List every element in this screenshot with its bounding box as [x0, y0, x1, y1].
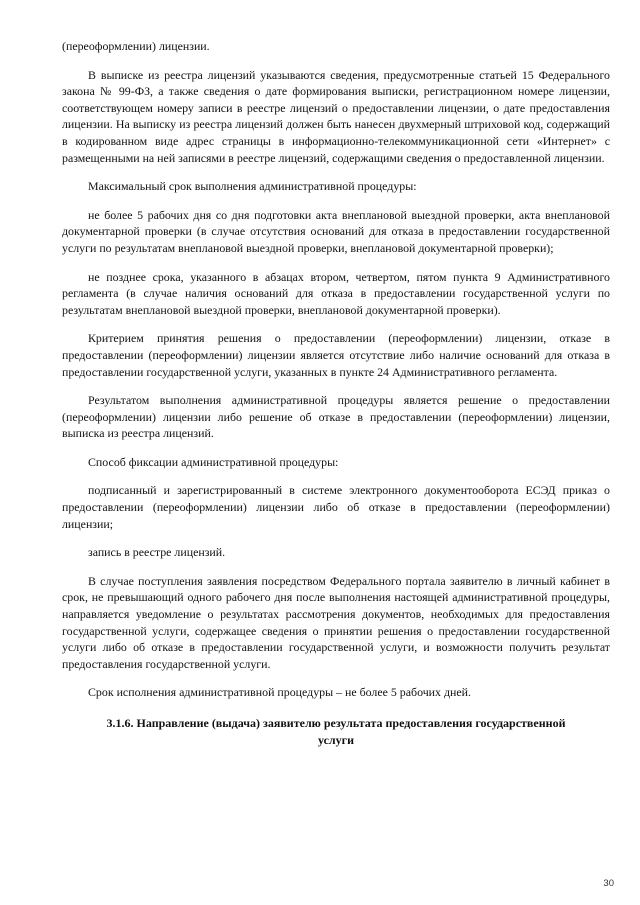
paragraph-procedure-result: Результатом выполнения административной процедуры является решение о предоставлении (переоформлении) лицензии либо решение об отказе в предоставлении (переоформлении) лицензии, выписка из реестра лицензий. [62, 393, 610, 441]
paragraph-recording-registry: запись в реестре лицензий. [88, 545, 226, 560]
paragraph-decision-criteria: Критерием принятия решения о предоставлении (переоформлении) лицензии, отказе в предоставлении (переоформлении) лицензии является отсутствие либо наличие оснований для отказа в предоставлении государственной услуги, указанных в пункте 24 Административного регламента. [62, 331, 610, 379]
paragraph-max-term-2: не позднее срока, указанного в абзацах втором, четвертом, пятом пункта 9 Административного регламента (в случае наличия оснований для отказа в предоставлении государственной услуги по результатам внеплановой выездной проверки, внеплановой документарной проверки). [62, 269, 610, 317]
paragraph-portal-notification: В случае поступления заявления посредством Федерального портала заявителю в личный кабинет в срок, не превышающий одного рабочего дня после выполнения настоящей административной процедуры, направляется уведомление о результатах рассмотрения документов, необходимых для предоставления государственной услуги, содержащее сведения о принятии решения о предоставлении государственной услуги либо об отказе в предоставлении государственной услуги, и возможности получить результат предоставления государственной услуги. [62, 573, 610, 671]
paragraph-continuation: (переоформлении) лицензии. [62, 39, 210, 53]
paragraph-recording-order: подписанный и зарегистрированный в системе электронного документооборота ЕСЭД приказ о предоставлении (переоформлении) лицензии либо об отказе в предоставлении (переоформлении) лицензии; [62, 483, 610, 531]
paragraph-recording-method: Способ фиксации административной процедуры: [88, 454, 339, 469]
document-page [62, 38, 610, 748]
paragraph-execution-term: Срок исполнения административной процедуры – не более 5 рабочих дней. [88, 685, 471, 700]
paragraph-extract-contents: В выписке из реестра лицензий указываются сведения, предусмотренные статьей 15 Федерального закона № 99-ФЗ, а также сведения о дате формирования выписки, регистрационном номере лицензии, соответствующем номеру записи в реестре лицензий о предоставлении лицензии, о дате предоставления лицензии. На выписку из реестра лицензий должен быть нанесен двухмерный штриховой код, содержащий в кодированном виде адрес страницы в информационно-телекоммуникационной сети «Интернет» с размещенными на ней записями в реестре лицензий, содержащими сведения о предоставленной лицензии. [62, 67, 610, 165]
page-number: 30 [603, 878, 614, 889]
paragraph-max-term-1: не более 5 рабочих дня со дня подготовки акта внеплановой выездной проверки, акта внеплановой документарной проверки (в случае отсутствия оснований для отказа в предоставлении государственной услуги по результатам внеплановой выездной проверки, внеплановой документарной проверки); [62, 207, 610, 255]
paragraph-max-term-intro: Максимальный срок выполнения административной процедуры: [88, 179, 417, 194]
section-heading: 3.1.6. Направление (выдача) заявителю результата предоставления государственной услуги [106, 716, 566, 747]
